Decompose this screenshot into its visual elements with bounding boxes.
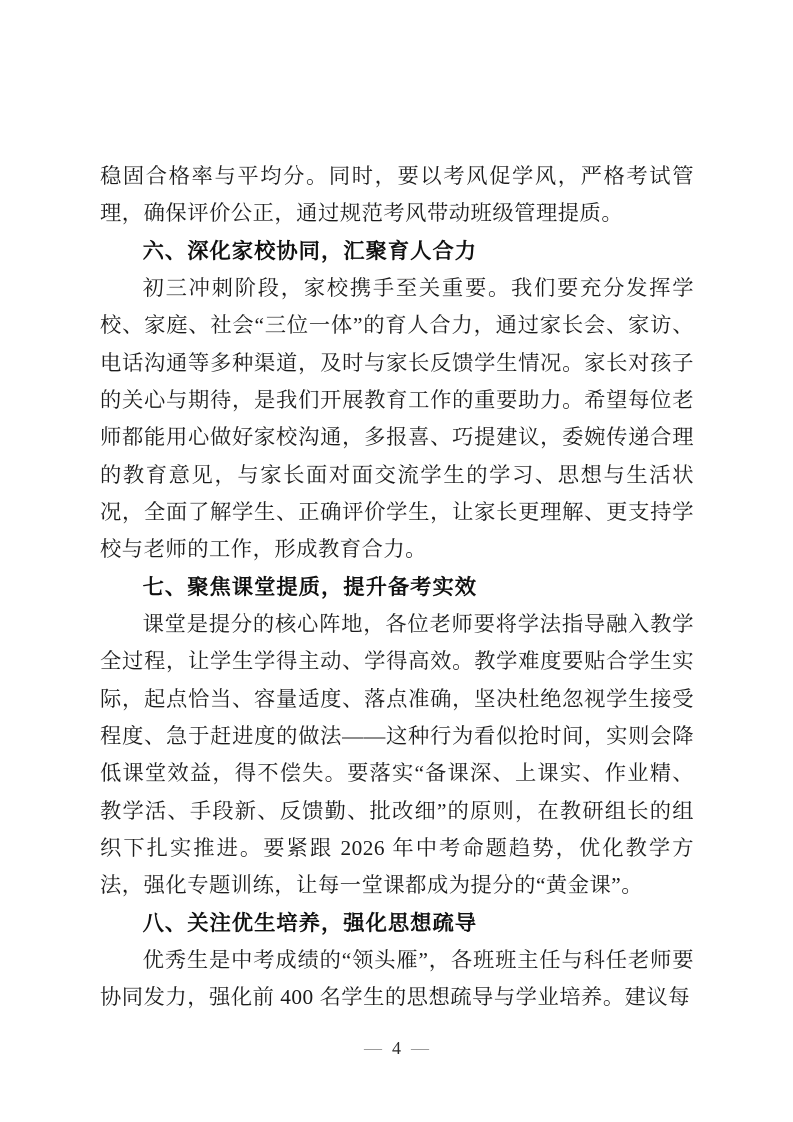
footer-left-dash: —	[364, 1038, 382, 1058]
paragraph-section-seven: 课堂是提分的核心阵地，各位老师要将学法指导融入教学全过程，让学生学得主动、学得高效。教学难度要贴合学生实际，起点恰当、容量适度、落点准确，坚决杜绝忽视学生接受程度、急于赶进度的做法——这种行为看似抢时间，实则会降低课堂效益，得不偿失。要落实“备课深、上课实、作业精、教学活、手段新、反馈勤、批改细”的原则，在教研组长的组织下扎实推进。要紧跟 2026 年中考命题趋势，优化教学方法，强化专题训练，让每一堂课都成为提分的“黄金课”。	[100, 611, 694, 898]
document-body	[100, 158, 694, 1017]
paragraph-section-eight: 优秀生是中考成绩的“领头雁”，各班班主任与科任老师要协同发力，强化前 400 名学生的思想疏导与学业培养。建议每	[100, 947, 694, 1010]
section-heading-eight: 八、关注优生培养，强化思想疏导	[142, 910, 478, 935]
page-footer	[0, 1036, 793, 1060]
section-heading-six: 六、深化家校协同，汇聚育人合力	[142, 238, 478, 263]
paragraph-continuation: 稳固合格率与平均分。同时，要以考风促学风，严格考试管理，确保评价公正，通过规范考风带动班级管理提质。	[100, 164, 694, 226]
paragraph-section-six: 初三冲刺阶段，家校携手至关重要。我们要充分发挥学校、家庭、社会“三位一体”的育人合力，通过家长会、家访、电话沟通等多种渠道，及时与家长反馈学生情况。家长对孩子的关心与期待，是我们开展教育工作的重要助力。希望每位老师都能用心做好家校沟通，多报喜、巧提建议，委婉传递合理的教育意见，与家长面对面交流学生的学习、思想与生活状况，全面了解学生、正确评价学生，让家长更理解、更支持学校与老师的工作，形成教育合力。	[100, 275, 694, 562]
page-number: 4	[392, 1038, 401, 1058]
footer-right-dash: —	[411, 1038, 429, 1058]
section-heading-seven: 七、聚焦课堂提质，提升备考实效	[142, 574, 478, 599]
